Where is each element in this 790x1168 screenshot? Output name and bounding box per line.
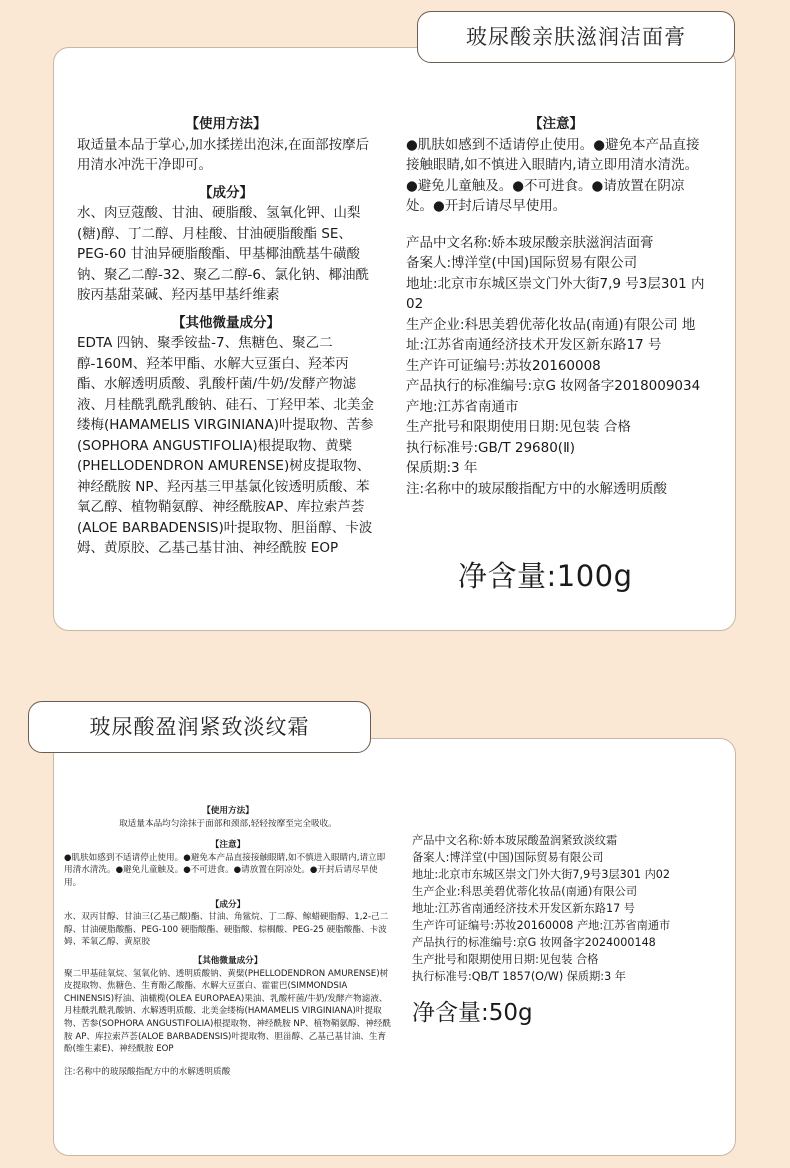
product2-net-content: 净含量:50g <box>412 1000 533 1026</box>
product2-info-line: 生产许可证编号:苏妆20160008 产地:江苏省南通市 <box>412 919 671 932</box>
product2-other-text: 聚二甲基硅氧烷、氢氧化钠、透明质酸钠、黄檗(PHELLODENDRON AMURENSE)树皮提取物、焦糖色、生育酚乙酸酯、水解大豆蛋白、霍霍巴(SIMMONDSIA CHINENSIS)籽油、油橄榄(OLEA EUROPAEA)果油、乳酸杆菌/牛奶/发酵产物滤液、月桂酰乳酰乳酸钠、水解透明质酸、北美金缕梅(HAMAMELIS VIRGINIANA)叶提取物、苦参(SOPHORA ANGUSTIFOLIA)根提取物、神经酰胺 NP、植物鞘氨醇、神经酰胺 AP、库拉索芦荟(ALOE BARBADENSIS)叶提取物、胆甾醇、乙基己基甘油、生育酚(维生素E)、神经酰胺 EOP <box>64 968 391 1055</box>
product2-usage-text: 取适量本品均匀涂抹于面部和颈部,轻轻按摩至完全吸收。 <box>119 818 337 829</box>
product2-caution-title: 【注意】 <box>210 840 246 851</box>
product2-ingredients-text: 水、双丙甘醇、甘油三(乙基己酸)酯、甘油、角鲨烷、丁二醇、鲸蜡硬脂醇、1,2-己二醇、甘油硬脂酸酯、PEG-100 硬脂酸酯、硬脂酸、棕榈酸、PEG-25 硬脂酸酯、卡波姆、苯氧乙醇、黄原胶 <box>64 912 389 948</box>
product1-info-line: 注:名称中的玻尿酸指配方中的水解透明质酸 <box>406 480 668 497</box>
product2-info-line: 产品执行的标准编号:京G 妆网备字2024000148 <box>412 936 656 949</box>
product1-right-column <box>406 114 706 499</box>
product1-info-line: 保质期:3 年 <box>406 460 478 476</box>
product1-ingredients-title: 【成分】 <box>199 184 253 201</box>
product1-ingredients-text: 水、肉豆蔻酸、甘油、硬脂酸、氢氧化钾、山梨(糖)醇、丁二醇、月桂酸、甘油硬脂酸酯 SE、PEG-60 甘油异硬脂酸酯、甲基椰油酰基牛磺酸钠、聚乙二醇-32、聚乙二醇-6、氯化钠、椰油酰胺丙基甜菜碱、羟丙基甲基纤维素 <box>77 205 370 303</box>
product2-left-column <box>64 805 392 1078</box>
product2-info-line: 备案人:博洋堂(中国)国际贸易有限公司 <box>412 851 604 864</box>
product2-usage-title: 【使用方法】 <box>202 806 254 816</box>
product2-other-title: 【其他微量成分】 <box>193 955 263 966</box>
product2-info-line: 生产批号和限期使用日期:见包装 合格 <box>412 953 599 966</box>
product1-info-line: 生产批号和限期使用日期:见包装 合格 <box>406 419 631 435</box>
product2-info-line: 生产企业:科思美碧优蒂化妆品(南通)有限公司 <box>412 885 638 898</box>
product1-title-tab <box>417 11 735 63</box>
product1-other-text: EDTA 四钠、聚季铵盐-7、焦糖色、聚乙二醇-160M、羟苯甲酯、水解大豆蛋白、羟苯丙酯、水解透明质酸、乳酸杆菌/牛奶/发酵产物滤液、月桂酰乳酰乳酸钠、硅石、丁羟甲苯、北美金缕梅(HAMAMELIS VIRGINIANA)叶提取物、苦参(SOPHORA ANGUSTIFOLIA)根提取物、黄檗(PHELLODENDRON AMURENSE)树皮提取物、神经酰胺 NP、羟丙基三甲基氯化铵透明质酸、苯氧乙醇、植物鞘氨醇、神经酰胺AP、库拉索芦荟(ALOE BARBADENSIS)叶提取物、胆甾醇、卡波姆、黄原胶、乙基己基甘油、神经酰胺 EOP <box>77 335 374 556</box>
product1-info-line: 执行标准号:GB/T 29680(Ⅱ) <box>406 439 575 456</box>
product2-title: 玻尿酸盈润紧致淡纹霜 <box>89 715 310 739</box>
product2-info-line: 地址:北京市东城区崇文门外大街7,9号3层301 内02 <box>412 868 671 881</box>
product1-title: 玻尿酸亲肤滋润洁面膏 <box>466 25 686 49</box>
product2-info-line: 地址:江苏省南通经济技术开发区新东路17 号 <box>412 902 635 915</box>
product2-info-block <box>412 832 732 985</box>
product2-info-line: 执行标准号:QB/T 1857(O/W) 保质期:3 年 <box>412 970 626 983</box>
product2-info-line: 产品中文名称:娇本玻尿酸盈润紧致淡纹霜 <box>412 834 618 847</box>
product1-caution-title: 【注意】 <box>529 116 583 132</box>
product1-usage-text: 取适量本品于掌心,加水揉搓出泡沫,在面部按摩后用清水冲洗干净即可。 <box>77 136 370 173</box>
product2-caution-text: ●肌肤如感到不适请停止使用。●避免本产品直接接触眼睛,如不慎进入眼睛内,请立即用清水清洗。●避免儿童触及。●不可进食。●请放置在阴凉处。●开封后请尽早使用。 <box>64 852 386 888</box>
product1-info-line: 备案人:博洋堂(中国)国际贸易有限公司 <box>406 255 638 271</box>
product1-info-line: 生产许可证编号:苏妆20160008 <box>406 357 601 374</box>
product1-other-title: 【其他微量成分】 <box>172 314 280 331</box>
product2-title-tab <box>28 701 371 753</box>
product1-usage-title: 【使用方法】 <box>185 116 267 132</box>
product1-left-column <box>77 114 375 559</box>
product1-info-line: 产品中文名称:娇本玻尿酸亲肤滋润洁面膏 <box>406 234 654 251</box>
product2-ingredients-title: 【成分】 <box>210 899 246 910</box>
product1-info-line: 生产企业:科思美碧优蒂化妆品(南通)有限公司 地址:江苏省南通经济技术开发区新东路17 号 <box>406 316 696 353</box>
product1-info-line: 产品执行的标准编号:京G 妆网备字2018009034 产地:江苏省南通市 <box>406 378 701 415</box>
product1-info-line: 地址:北京市东城区崇文门外大街7,9 号3层301 内02 <box>406 275 705 312</box>
product1-net-content: 净含量:100g <box>458 559 633 593</box>
product1-caution-text: ●肌肤如感到不适请停止使用。●避免本产品直接接触眼睛,如不慎进入眼睛内,请立即用清水清洗。●避免儿童触及。●不可进食。●请放置在阴凉处。●开封后请尽早使用。 <box>406 136 700 214</box>
product2-note: 注:名称中的玻尿酸指配方中的水解透明质酸 <box>64 1066 231 1077</box>
product1-info-block <box>406 233 706 500</box>
